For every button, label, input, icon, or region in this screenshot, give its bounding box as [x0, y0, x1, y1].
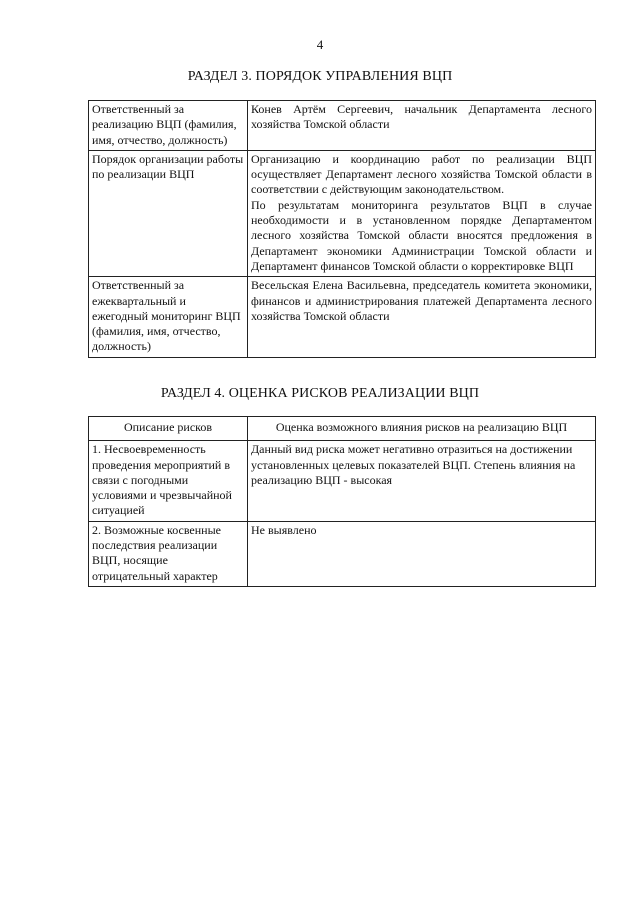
responsible-label: Ответственный за реализацию ВЦП (фамилия, имя, отчество, должность) — [89, 101, 248, 151]
risks-table — [88, 416, 596, 587]
page-number: 4 — [316, 37, 324, 52]
monitoring-value: Весельская Елена Васильевна, председатель комитета экономики, финансов и администрирования платежей Департамента лесного хозяйства Томской области — [248, 277, 596, 357]
organization-value — [248, 150, 596, 276]
table-row — [89, 521, 596, 586]
section-3-title: РАЗДЕЛ 3. ПОРЯДОК УПРАВЛЕНИЯ ВЦП — [187, 69, 453, 84]
organization-paragraph-2: По результатам мониторинга результатов ВЦП в случае необходимости и в установленном порядке Департаментом лесного хозяйства Томской области вносятся предложения в Департамент экономики Администрации Томской области и Департамент финансов Томской области о корректировке ВЦП — [251, 197, 592, 273]
organization-paragraph-1: Организацию и координацию работ по реализации ВЦП осуществляет Департамент лесного хозяйства Томской области в соответствии с действующим законодательством. — [251, 151, 592, 197]
risk-impact: Не выявлено — [248, 521, 596, 586]
table-header-row — [89, 417, 596, 441]
organization-label: Порядок организации работы по реализации ВЦП — [89, 150, 248, 276]
risk-description: 1. Несвоевременность проведения мероприятий в связи с погодными условиями и чрезвычайной ситуацией — [89, 441, 248, 521]
monitoring-label: Ответственный за ежеквартальный и ежегодный мониторинг ВЦП (фамилия, имя, отчество, должность) — [89, 277, 248, 357]
management-table — [88, 100, 596, 358]
section-4-title: РАЗДЕЛ 4. ОЦЕНКА РИСКОВ РЕАЛИЗАЦИИ ВЦП — [160, 386, 480, 401]
risk-impact: Данный вид риска может негативно отразиться на достижении установленных целевых показателей ВЦП. Степень влияния на реализацию ВЦП - высокая — [248, 441, 596, 521]
header-risk-impact: Оценка возможного влияния рисков на реализацию ВЦП — [248, 417, 596, 441]
responsible-value: Конев Артём Сергеевич, начальник Департамента лесного хозяйства Томской области — [248, 101, 596, 151]
table-row — [89, 277, 596, 357]
table-row — [89, 150, 596, 276]
table-row — [89, 441, 596, 521]
table-row — [89, 101, 596, 151]
header-risk-description: Описание рисков — [89, 417, 248, 441]
risk-description: 2. Возможные косвенные последствия реализации ВЦП, носящие отрицательный характер — [89, 521, 248, 586]
